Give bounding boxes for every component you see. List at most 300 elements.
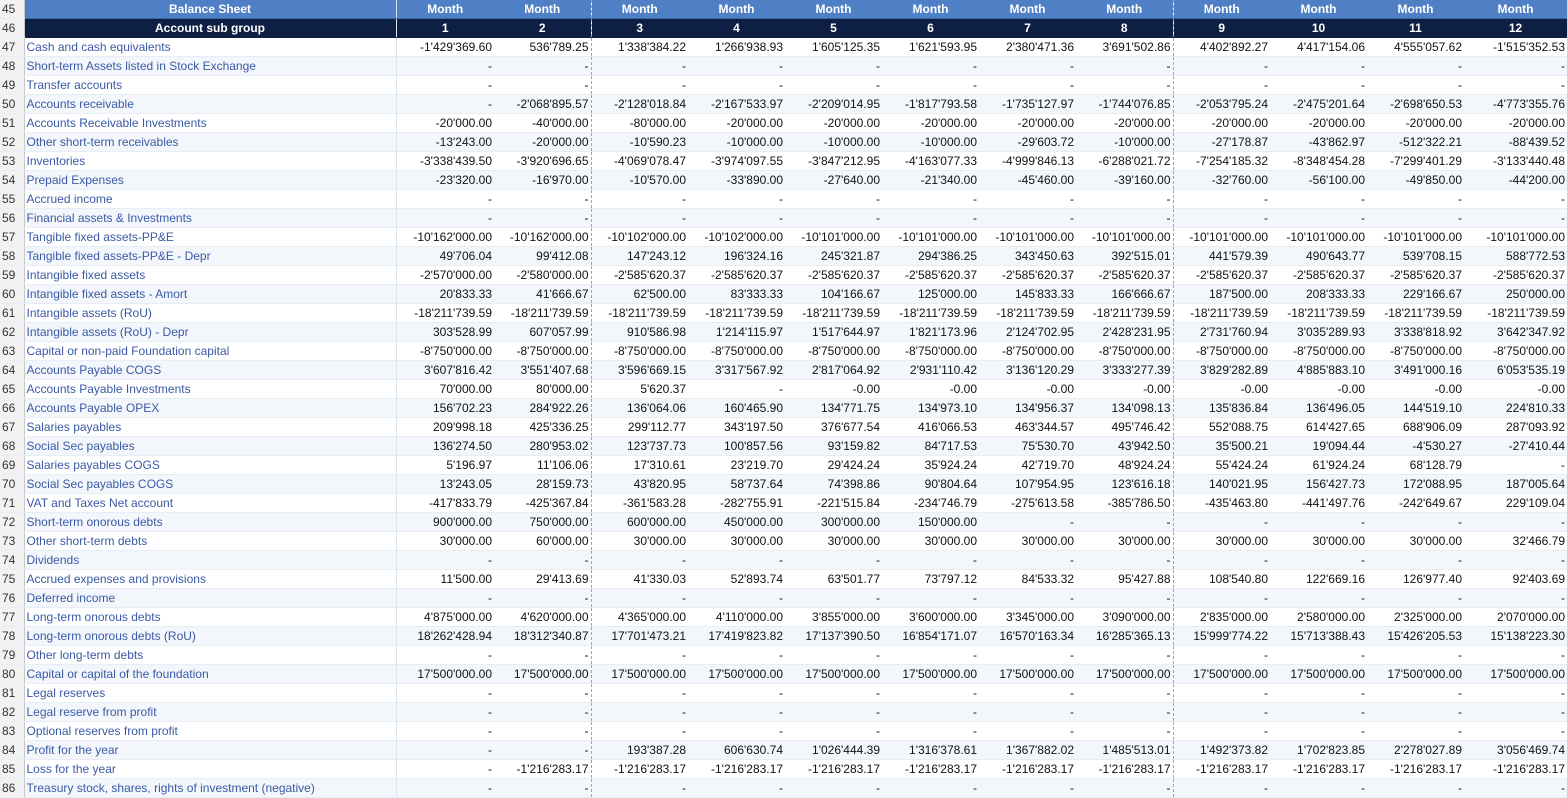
row-number[interactable]: 58 [0, 247, 24, 266]
value-cell[interactable]: 392'515.01 [1076, 247, 1173, 266]
row-number[interactable]: 49 [0, 76, 24, 95]
value-cell[interactable]: 4'555'057.62 [1367, 38, 1464, 57]
value-cell[interactable]: 193'387.28 [591, 741, 688, 760]
value-cell[interactable]: 2'325'000.00 [1367, 608, 1464, 627]
value-cell[interactable]: 17'500'000.00 [785, 665, 882, 684]
value-cell[interactable]: - [979, 513, 1076, 532]
value-cell[interactable]: - [1076, 684, 1173, 703]
value-cell[interactable]: 3'136'120.29 [979, 361, 1076, 380]
value-cell[interactable]: 30'000.00 [1367, 532, 1464, 551]
value-cell[interactable]: - [785, 76, 882, 95]
value-cell[interactable]: 2'428'231.95 [1076, 323, 1173, 342]
value-cell[interactable]: -39'160.00 [1076, 171, 1173, 190]
value-cell[interactable]: 3'333'277.39 [1076, 361, 1173, 380]
value-cell[interactable]: - [591, 684, 688, 703]
value-cell[interactable]: 16'570'163.34 [979, 627, 1076, 646]
value-cell[interactable]: - [1464, 646, 1567, 665]
value-cell[interactable]: -7'254'185.32 [1173, 152, 1270, 171]
month-header[interactable]: Month [979, 0, 1076, 19]
account-label-cell[interactable]: Capital or non-paid Foundation capital [24, 342, 396, 361]
value-cell[interactable]: -20'000.00 [979, 114, 1076, 133]
value-cell[interactable]: -7'299'401.29 [1367, 152, 1464, 171]
value-cell[interactable]: -361'583.28 [591, 494, 688, 513]
value-cell[interactable]: 17'701'473.21 [591, 627, 688, 646]
account-label-cell[interactable]: Intangible assets (RoU) - Depr [24, 323, 396, 342]
row-number[interactable]: 85 [0, 760, 24, 779]
value-cell[interactable]: 614'427.65 [1270, 418, 1367, 437]
value-cell[interactable]: 2'731'760.94 [1173, 323, 1270, 342]
value-cell[interactable]: - [494, 209, 591, 228]
value-cell[interactable]: -1'216'283.17 [591, 760, 688, 779]
value-cell[interactable]: 43'820.95 [591, 475, 688, 494]
value-cell[interactable]: - [882, 646, 979, 665]
value-cell[interactable]: 30'000.00 [1076, 532, 1173, 551]
value-cell[interactable]: -385'786.50 [1076, 494, 1173, 513]
value-cell[interactable]: 84'533.32 [979, 570, 1076, 589]
value-cell[interactable]: -10'590.23 [591, 133, 688, 152]
value-cell[interactable]: 15'713'388.43 [1270, 627, 1367, 646]
value-cell[interactable]: -21'340.00 [882, 171, 979, 190]
value-cell[interactable]: 145'833.33 [979, 285, 1076, 304]
value-cell[interactable]: 3'317'567.92 [688, 361, 785, 380]
value-cell[interactable]: - [1270, 57, 1367, 76]
value-cell[interactable]: 2'124'702.95 [979, 323, 1076, 342]
value-cell[interactable]: 126'977.40 [1367, 570, 1464, 589]
value-cell[interactable]: 3'035'289.93 [1270, 323, 1367, 342]
account-label-cell[interactable]: Other short-term debts [24, 532, 396, 551]
value-cell[interactable]: 606'630.74 [688, 741, 785, 760]
value-cell[interactable]: 376'677.54 [785, 418, 882, 437]
value-cell[interactable]: - [396, 646, 494, 665]
value-cell[interactable]: 17'500'000.00 [591, 665, 688, 684]
value-cell[interactable]: - [396, 741, 494, 760]
value-cell[interactable]: 3'691'502.86 [1076, 38, 1173, 57]
value-cell[interactable]: 11'106.06 [494, 456, 591, 475]
value-cell[interactable]: 17'500'000.00 [882, 665, 979, 684]
value-cell[interactable]: -0.00 [1464, 380, 1567, 399]
value-cell[interactable]: 107'954.95 [979, 475, 1076, 494]
value-cell[interactable]: 196'324.16 [688, 247, 785, 266]
value-cell[interactable]: -282'755.91 [688, 494, 785, 513]
account-label-cell[interactable]: Cash and cash equivalents [24, 38, 396, 57]
value-cell[interactable]: 17'500'000.00 [979, 665, 1076, 684]
value-cell[interactable]: 16'285'365.13 [1076, 627, 1173, 646]
value-cell[interactable]: 3'345'000.00 [979, 608, 1076, 627]
value-cell[interactable]: - [591, 209, 688, 228]
value-cell[interactable]: - [494, 646, 591, 665]
value-cell[interactable]: - [1270, 589, 1367, 608]
value-cell[interactable]: 17'137'390.50 [785, 627, 882, 646]
value-cell[interactable]: - [396, 703, 494, 722]
value-cell[interactable]: 134'956.37 [979, 399, 1076, 418]
value-cell[interactable]: -8'750'000.00 [1464, 342, 1567, 361]
value-cell[interactable]: 58'737.64 [688, 475, 785, 494]
value-cell[interactable]: - [494, 57, 591, 76]
value-cell[interactable]: -10'162'000.00 [494, 228, 591, 247]
value-cell[interactable]: 441'579.39 [1173, 247, 1270, 266]
value-cell[interactable]: - [688, 551, 785, 570]
value-cell[interactable]: 100'857.56 [688, 437, 785, 456]
value-cell[interactable]: 17'500'000.00 [1270, 665, 1367, 684]
value-cell[interactable]: -20'000.00 [494, 133, 591, 152]
month-header[interactable]: Month [591, 0, 688, 19]
value-cell[interactable]: - [1076, 513, 1173, 532]
value-cell[interactable]: 29'424.24 [785, 456, 882, 475]
month-header[interactable]: Month [1464, 0, 1567, 19]
value-cell[interactable]: -18'211'739.59 [1076, 304, 1173, 323]
value-cell[interactable]: - [1076, 646, 1173, 665]
value-cell[interactable]: -0.00 [1173, 380, 1270, 399]
value-cell[interactable]: -8'750'000.00 [1270, 342, 1367, 361]
value-cell[interactable]: -8'750'000.00 [1367, 342, 1464, 361]
month-number[interactable]: 4 [688, 19, 785, 38]
value-cell[interactable]: 80'000.00 [494, 380, 591, 399]
value-cell[interactable]: - [882, 779, 979, 798]
value-cell[interactable]: - [1076, 209, 1173, 228]
value-cell[interactable]: - [688, 380, 785, 399]
account-label-cell[interactable]: Social Sec payables [24, 437, 396, 456]
value-cell[interactable]: 52'893.74 [688, 570, 785, 589]
value-cell[interactable]: - [1076, 76, 1173, 95]
value-cell[interactable]: - [688, 589, 785, 608]
value-cell[interactable]: - [1173, 646, 1270, 665]
value-cell[interactable]: - [494, 76, 591, 95]
value-cell[interactable]: -1'216'283.17 [494, 760, 591, 779]
value-cell[interactable]: 284'922.26 [494, 399, 591, 418]
value-cell[interactable]: 3'338'818.92 [1367, 323, 1464, 342]
account-label-cell[interactable]: Optional reserves from profit [24, 722, 396, 741]
value-cell[interactable]: 19'094.44 [1270, 437, 1367, 456]
account-label-cell[interactable]: Accrued income [24, 190, 396, 209]
row-number[interactable]: 79 [0, 646, 24, 665]
account-label-cell[interactable]: Deferred income [24, 589, 396, 608]
value-cell[interactable]: 495'746.42 [1076, 418, 1173, 437]
value-cell[interactable]: - [1173, 209, 1270, 228]
value-cell[interactable]: - [979, 779, 1076, 798]
value-cell[interactable]: - [1173, 684, 1270, 703]
value-cell[interactable]: - [1367, 551, 1464, 570]
value-cell[interactable]: 750'000.00 [494, 513, 591, 532]
value-cell[interactable]: 23'219.70 [688, 456, 785, 475]
value-cell[interactable]: 208'333.33 [1270, 285, 1367, 304]
row-number[interactable]: 47 [0, 38, 24, 57]
value-cell[interactable]: -8'750'000.00 [688, 342, 785, 361]
value-cell[interactable]: -20'000.00 [785, 114, 882, 133]
month-number[interactable]: 3 [591, 19, 688, 38]
account-label-cell[interactable]: Accrued expenses and provisions [24, 570, 396, 589]
value-cell[interactable]: - [979, 703, 1076, 722]
value-cell[interactable]: -2'585'620.37 [979, 266, 1076, 285]
value-cell[interactable]: 1'485'513.01 [1076, 741, 1173, 760]
value-cell[interactable]: -45'460.00 [979, 171, 1076, 190]
row-number[interactable]: 69 [0, 456, 24, 475]
value-cell[interactable]: - [1464, 456, 1567, 475]
value-cell[interactable]: -425'367.84 [494, 494, 591, 513]
value-cell[interactable]: -10'000.00 [785, 133, 882, 152]
value-cell[interactable]: 134'973.10 [882, 399, 979, 418]
value-cell[interactable]: 1'214'115.97 [688, 323, 785, 342]
value-cell[interactable]: - [882, 190, 979, 209]
value-cell[interactable]: -8'348'454.28 [1270, 152, 1367, 171]
value-cell[interactable]: 224'810.33 [1464, 399, 1567, 418]
value-cell[interactable]: - [688, 209, 785, 228]
value-cell[interactable]: -88'439.52 [1464, 133, 1567, 152]
value-cell[interactable]: 688'906.09 [1367, 418, 1464, 437]
value-cell[interactable]: -4'069'078.47 [591, 152, 688, 171]
value-cell[interactable]: - [882, 209, 979, 228]
row-number[interactable]: 77 [0, 608, 24, 627]
value-cell[interactable]: - [1464, 779, 1567, 798]
value-cell[interactable]: 229'166.67 [1367, 285, 1464, 304]
value-cell[interactable]: 229'109.04 [1464, 494, 1567, 513]
value-cell[interactable]: -4'163'077.33 [882, 152, 979, 171]
value-cell[interactable]: - [494, 684, 591, 703]
value-cell[interactable]: - [396, 589, 494, 608]
value-cell[interactable]: -1'216'283.17 [1367, 760, 1464, 779]
row-number[interactable]: 59 [0, 266, 24, 285]
value-cell[interactable]: 1'338'384.22 [591, 38, 688, 57]
value-cell[interactable]: -18'211'739.59 [396, 304, 494, 323]
value-cell[interactable]: 600'000.00 [591, 513, 688, 532]
value-cell[interactable]: 147'243.12 [591, 247, 688, 266]
value-cell[interactable]: 187'005.64 [1464, 475, 1567, 494]
value-cell[interactable]: 4'417'154.06 [1270, 38, 1367, 57]
value-cell[interactable]: 910'586.98 [591, 323, 688, 342]
value-cell[interactable]: 17'419'823.82 [688, 627, 785, 646]
month-header[interactable]: Month [688, 0, 785, 19]
value-cell[interactable]: 11'500.00 [396, 570, 494, 589]
value-cell[interactable]: - [979, 76, 1076, 95]
value-cell[interactable]: -0.00 [1367, 380, 1464, 399]
value-cell[interactable]: 17'500'000.00 [1076, 665, 1173, 684]
value-cell[interactable]: - [591, 646, 688, 665]
value-cell[interactable]: 1'316'378.61 [882, 741, 979, 760]
account-label-cell[interactable]: Loss for the year [24, 760, 396, 779]
value-cell[interactable]: - [396, 190, 494, 209]
value-cell[interactable]: -40'000.00 [494, 114, 591, 133]
row-number[interactable]: 63 [0, 342, 24, 361]
month-header[interactable]: Month [1076, 0, 1173, 19]
value-cell[interactable]: -3'133'440.48 [1464, 152, 1567, 171]
value-cell[interactable]: -2'585'620.37 [1270, 266, 1367, 285]
value-cell[interactable]: 49'706.04 [396, 247, 494, 266]
value-cell[interactable]: 1'621'593.95 [882, 38, 979, 57]
value-cell[interactable]: -2'570'000.00 [396, 266, 494, 285]
value-cell[interactable]: - [785, 646, 882, 665]
value-cell[interactable]: 187'500.00 [1173, 285, 1270, 304]
account-label-cell[interactable]: Transfer accounts [24, 76, 396, 95]
value-cell[interactable]: - [1173, 703, 1270, 722]
value-cell[interactable]: -1'744'076.85 [1076, 95, 1173, 114]
value-cell[interactable]: -1'735'127.97 [979, 95, 1076, 114]
row-number[interactable]: 70 [0, 475, 24, 494]
value-cell[interactable]: 104'166.67 [785, 285, 882, 304]
value-cell[interactable]: -242'649.67 [1367, 494, 1464, 513]
value-cell[interactable]: 35'500.21 [1173, 437, 1270, 456]
value-cell[interactable]: 2'070'000.00 [1464, 608, 1567, 627]
month-header[interactable]: Month [882, 0, 979, 19]
value-cell[interactable]: 3'607'816.42 [396, 361, 494, 380]
month-header[interactable]: Month [785, 0, 882, 19]
value-cell[interactable]: - [882, 551, 979, 570]
value-cell[interactable]: -18'211'739.59 [1270, 304, 1367, 323]
value-cell[interactable]: - [785, 551, 882, 570]
value-cell[interactable]: -2'585'620.37 [1076, 266, 1173, 285]
value-cell[interactable]: - [1367, 646, 1464, 665]
value-cell[interactable]: 63'501.77 [785, 570, 882, 589]
value-cell[interactable]: -10'101'000.00 [1076, 228, 1173, 247]
value-cell[interactable]: -2'053'795.24 [1173, 95, 1270, 114]
value-cell[interactable]: 16'854'171.07 [882, 627, 979, 646]
value-cell[interactable]: 3'491'000.16 [1367, 361, 1464, 380]
value-cell[interactable]: 2'380'471.36 [979, 38, 1076, 57]
value-cell[interactable]: - [1270, 551, 1367, 570]
value-cell[interactable]: 1'026'444.39 [785, 741, 882, 760]
value-cell[interactable]: 68'128.79 [1367, 456, 1464, 475]
month-number[interactable]: 12 [1464, 19, 1567, 38]
row-number[interactable]: 72 [0, 513, 24, 532]
row-number[interactable]: 76 [0, 589, 24, 608]
value-cell[interactable]: 93'159.82 [785, 437, 882, 456]
account-label-cell[interactable]: Intangible assets (RoU) [24, 304, 396, 323]
value-cell[interactable]: -20'000.00 [1173, 114, 1270, 133]
value-cell[interactable]: 160'465.90 [688, 399, 785, 418]
value-cell[interactable]: - [1270, 703, 1367, 722]
value-cell[interactable]: - [688, 190, 785, 209]
value-cell[interactable]: 15'999'774.22 [1173, 627, 1270, 646]
value-cell[interactable]: - [1367, 57, 1464, 76]
value-cell[interactable]: 1'702'823.85 [1270, 741, 1367, 760]
value-cell[interactable]: 122'669.16 [1270, 570, 1367, 589]
value-cell[interactable]: -3'920'696.65 [494, 152, 591, 171]
value-cell[interactable]: - [1173, 57, 1270, 76]
value-cell[interactable]: -2'585'620.37 [591, 266, 688, 285]
value-cell[interactable]: -275'613.58 [979, 494, 1076, 513]
account-label-cell[interactable]: Profit for the year [24, 741, 396, 760]
row-number[interactable]: 48 [0, 57, 24, 76]
value-cell[interactable]: - [1076, 722, 1173, 741]
value-cell[interactable]: 30'000.00 [882, 532, 979, 551]
value-cell[interactable]: - [1173, 551, 1270, 570]
value-cell[interactable]: -6'288'021.72 [1076, 152, 1173, 171]
value-cell[interactable]: -10'000.00 [1076, 133, 1173, 152]
value-cell[interactable]: 136'496.05 [1270, 399, 1367, 418]
value-cell[interactable]: - [396, 760, 494, 779]
value-cell[interactable]: - [882, 57, 979, 76]
value-cell[interactable]: - [591, 703, 688, 722]
value-cell[interactable]: 30'000.00 [979, 532, 1076, 551]
value-cell[interactable]: -221'515.84 [785, 494, 882, 513]
value-cell[interactable]: 3'596'669.15 [591, 361, 688, 380]
value-cell[interactable]: - [1173, 722, 1270, 741]
value-cell[interactable]: -0.00 [785, 380, 882, 399]
value-cell[interactable]: - [1076, 551, 1173, 570]
value-cell[interactable]: 343'197.50 [688, 418, 785, 437]
month-header[interactable]: Month [1270, 0, 1367, 19]
value-cell[interactable]: - [979, 190, 1076, 209]
value-cell[interactable]: 1'492'373.82 [1173, 741, 1270, 760]
value-cell[interactable]: 75'530.70 [979, 437, 1076, 456]
value-cell[interactable]: -2'128'018.84 [591, 95, 688, 114]
value-cell[interactable]: 17'500'000.00 [688, 665, 785, 684]
account-label-cell[interactable]: Long-term onorous debts [24, 608, 396, 627]
value-cell[interactable]: - [979, 684, 1076, 703]
value-cell[interactable]: -1'216'283.17 [1076, 760, 1173, 779]
value-cell[interactable]: - [396, 95, 494, 114]
account-label-cell[interactable]: Legal reserve from profit [24, 703, 396, 722]
value-cell[interactable]: - [1270, 190, 1367, 209]
value-cell[interactable]: - [494, 703, 591, 722]
value-cell[interactable]: 490'643.77 [1270, 247, 1367, 266]
value-cell[interactable]: -2'580'000.00 [494, 266, 591, 285]
value-cell[interactable]: -441'497.76 [1270, 494, 1367, 513]
value-cell[interactable]: - [1464, 551, 1567, 570]
value-cell[interactable]: - [1270, 684, 1367, 703]
value-cell[interactable]: -8'750'000.00 [494, 342, 591, 361]
row-number[interactable]: 84 [0, 741, 24, 760]
value-cell[interactable]: -1'216'283.17 [1464, 760, 1567, 779]
value-cell[interactable]: -43'862.97 [1270, 133, 1367, 152]
month-number[interactable]: 5 [785, 19, 882, 38]
value-cell[interactable]: - [591, 779, 688, 798]
value-cell[interactable]: -0.00 [1076, 380, 1173, 399]
value-cell[interactable]: - [1367, 684, 1464, 703]
value-cell[interactable]: -0.00 [1270, 380, 1367, 399]
value-cell[interactable]: 55'424.24 [1173, 456, 1270, 475]
value-cell[interactable]: - [785, 589, 882, 608]
value-cell[interactable]: 17'500'000.00 [1464, 665, 1567, 684]
value-cell[interactable]: 1'605'125.35 [785, 38, 882, 57]
value-cell[interactable]: 536'789.25 [494, 38, 591, 57]
subgroup-header[interactable]: Account sub group [24, 19, 396, 38]
value-cell[interactable]: 3'056'469.74 [1464, 741, 1567, 760]
value-cell[interactable]: - [1464, 684, 1567, 703]
value-cell[interactable]: 294'386.25 [882, 247, 979, 266]
value-cell[interactable]: - [785, 722, 882, 741]
account-label-cell[interactable]: Long-term onorous debts (RoU) [24, 627, 396, 646]
value-cell[interactable]: 140'021.95 [1173, 475, 1270, 494]
account-label-cell[interactable]: Accounts Receivable Investments [24, 114, 396, 133]
account-label-cell[interactable]: Accounts Payable COGS [24, 361, 396, 380]
value-cell[interactable]: 4'885'883.10 [1270, 361, 1367, 380]
value-cell[interactable]: 300'000.00 [785, 513, 882, 532]
value-cell[interactable]: -10'102'000.00 [591, 228, 688, 247]
value-cell[interactable]: 61'924.24 [1270, 456, 1367, 475]
value-cell[interactable]: 29'413.69 [494, 570, 591, 589]
value-cell[interactable]: -1'817'793.58 [882, 95, 979, 114]
row-number[interactable]: 68 [0, 437, 24, 456]
value-cell[interactable]: 135'836.84 [1173, 399, 1270, 418]
value-cell[interactable]: - [1076, 703, 1173, 722]
value-cell[interactable]: -1'216'283.17 [1173, 760, 1270, 779]
value-cell[interactable]: -18'211'739.59 [979, 304, 1076, 323]
row-number[interactable]: 64 [0, 361, 24, 380]
value-cell[interactable]: -3'338'439.50 [396, 152, 494, 171]
value-cell[interactable]: 18'312'340.87 [494, 627, 591, 646]
row-number[interactable]: 83 [0, 722, 24, 741]
value-cell[interactable]: 4'365'000.00 [591, 608, 688, 627]
value-cell[interactable]: -435'463.80 [1173, 494, 1270, 513]
value-cell[interactable]: - [591, 722, 688, 741]
value-cell[interactable]: - [979, 646, 1076, 665]
value-cell[interactable]: 1'367'882.02 [979, 741, 1076, 760]
account-label-cell[interactable]: Treasury stock, shares, rights of investment (negative) [24, 779, 396, 798]
row-number[interactable]: 81 [0, 684, 24, 703]
value-cell[interactable]: -18'211'739.59 [1464, 304, 1567, 323]
value-cell[interactable]: 28'159.73 [494, 475, 591, 494]
value-cell[interactable]: -4'530.27 [1367, 437, 1464, 456]
value-cell[interactable]: 303'528.99 [396, 323, 494, 342]
